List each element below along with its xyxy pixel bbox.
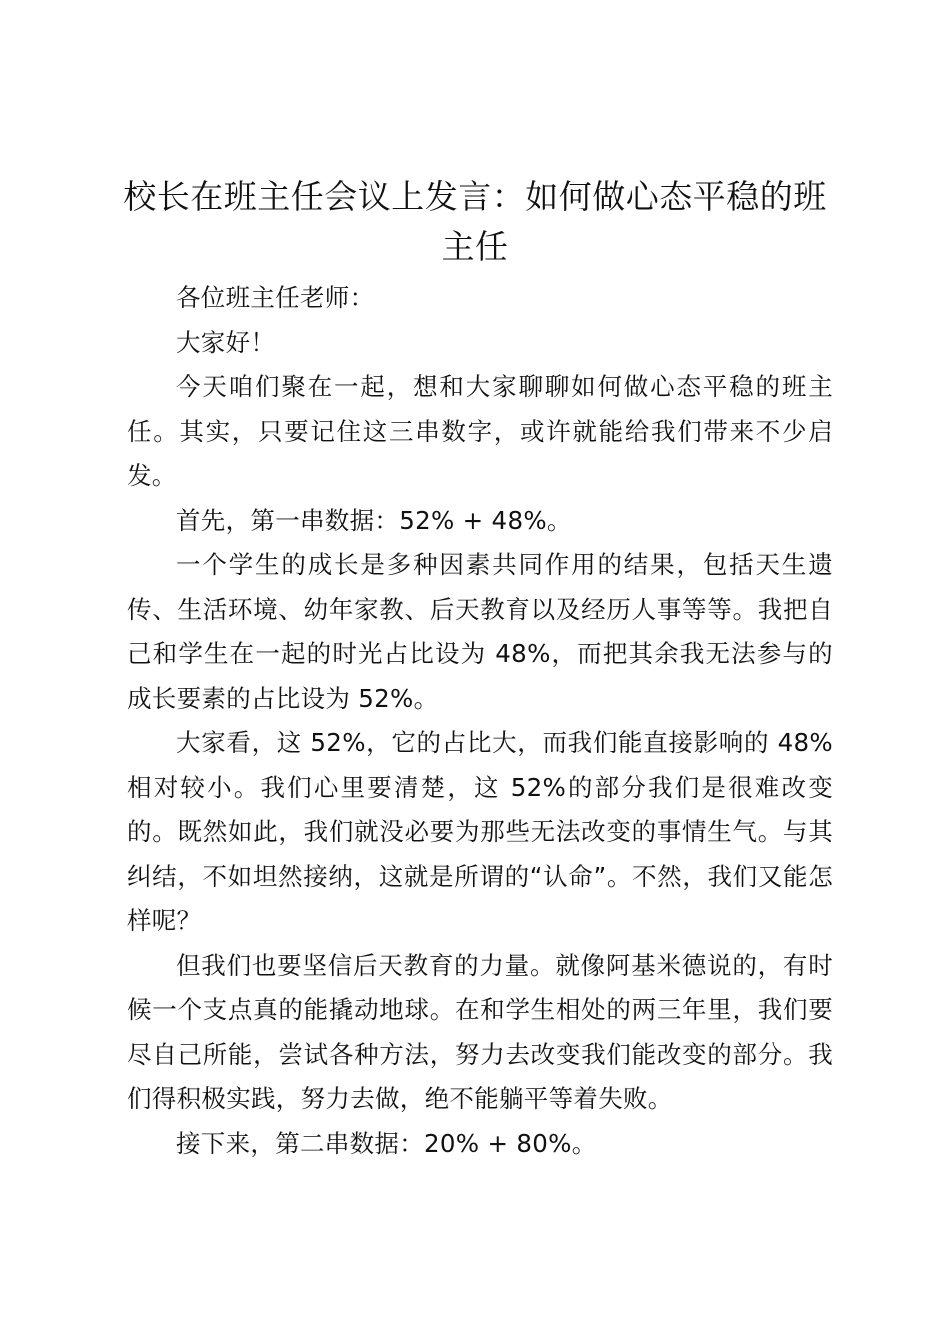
second-number-heading: 接下来，第二串数据：20% + 80%。	[176, 1128, 597, 1158]
document-body	[127, 276, 833, 1166]
first-number-heading: 首先，第一串数据：52% + 48%。	[176, 505, 572, 535]
salutation-paragraph: 各位班主任老师：	[176, 283, 375, 312]
body-paragraph: 一个学生的成长是多种因素共同作用的结果，包括天生遗传、生活环境、幼年家教、后天教育以及经历人事等等。我把自己和学生在一起的时光占比设为 48%，而把其余我无法参与的成长要素的占比设为 52%。	[127, 550, 833, 713]
body-paragraph: 大家看，这 52%，它的占比大，而我们能直接影响的 48%相对较小。我们心里要清楚，这 52%的部分我们是很难改变的。既然如此，我们就没必要为那些无法改变的事情生气。与其纠结，不如坦然接纳，这就是所谓的“认命”。不然，我们又能怎样呢？	[127, 728, 833, 935]
intro-paragraph: 今天咱们聚在一起，想和大家聊聊如何做心态平稳的班主任。其实，只要记住这三串数字，或许就能给我们带来不少启发。	[127, 372, 833, 490]
document-title: 校长在班主任会议上发言：如何做心态平稳的班主任	[123, 177, 827, 266]
greeting-paragraph: 大家好！	[176, 327, 276, 357]
body-paragraph: 但我们也要坚信后天教育的力量。就像阿基米德说的，有时候一个支点真的能撬动地球。在和学生相处的两三年里，我们要尽自己所能，尝试各种方法，努力去改变我们能改变的部分。我们得积极实践，努力去做，绝不能躺平等着失败。	[127, 950, 833, 1113]
